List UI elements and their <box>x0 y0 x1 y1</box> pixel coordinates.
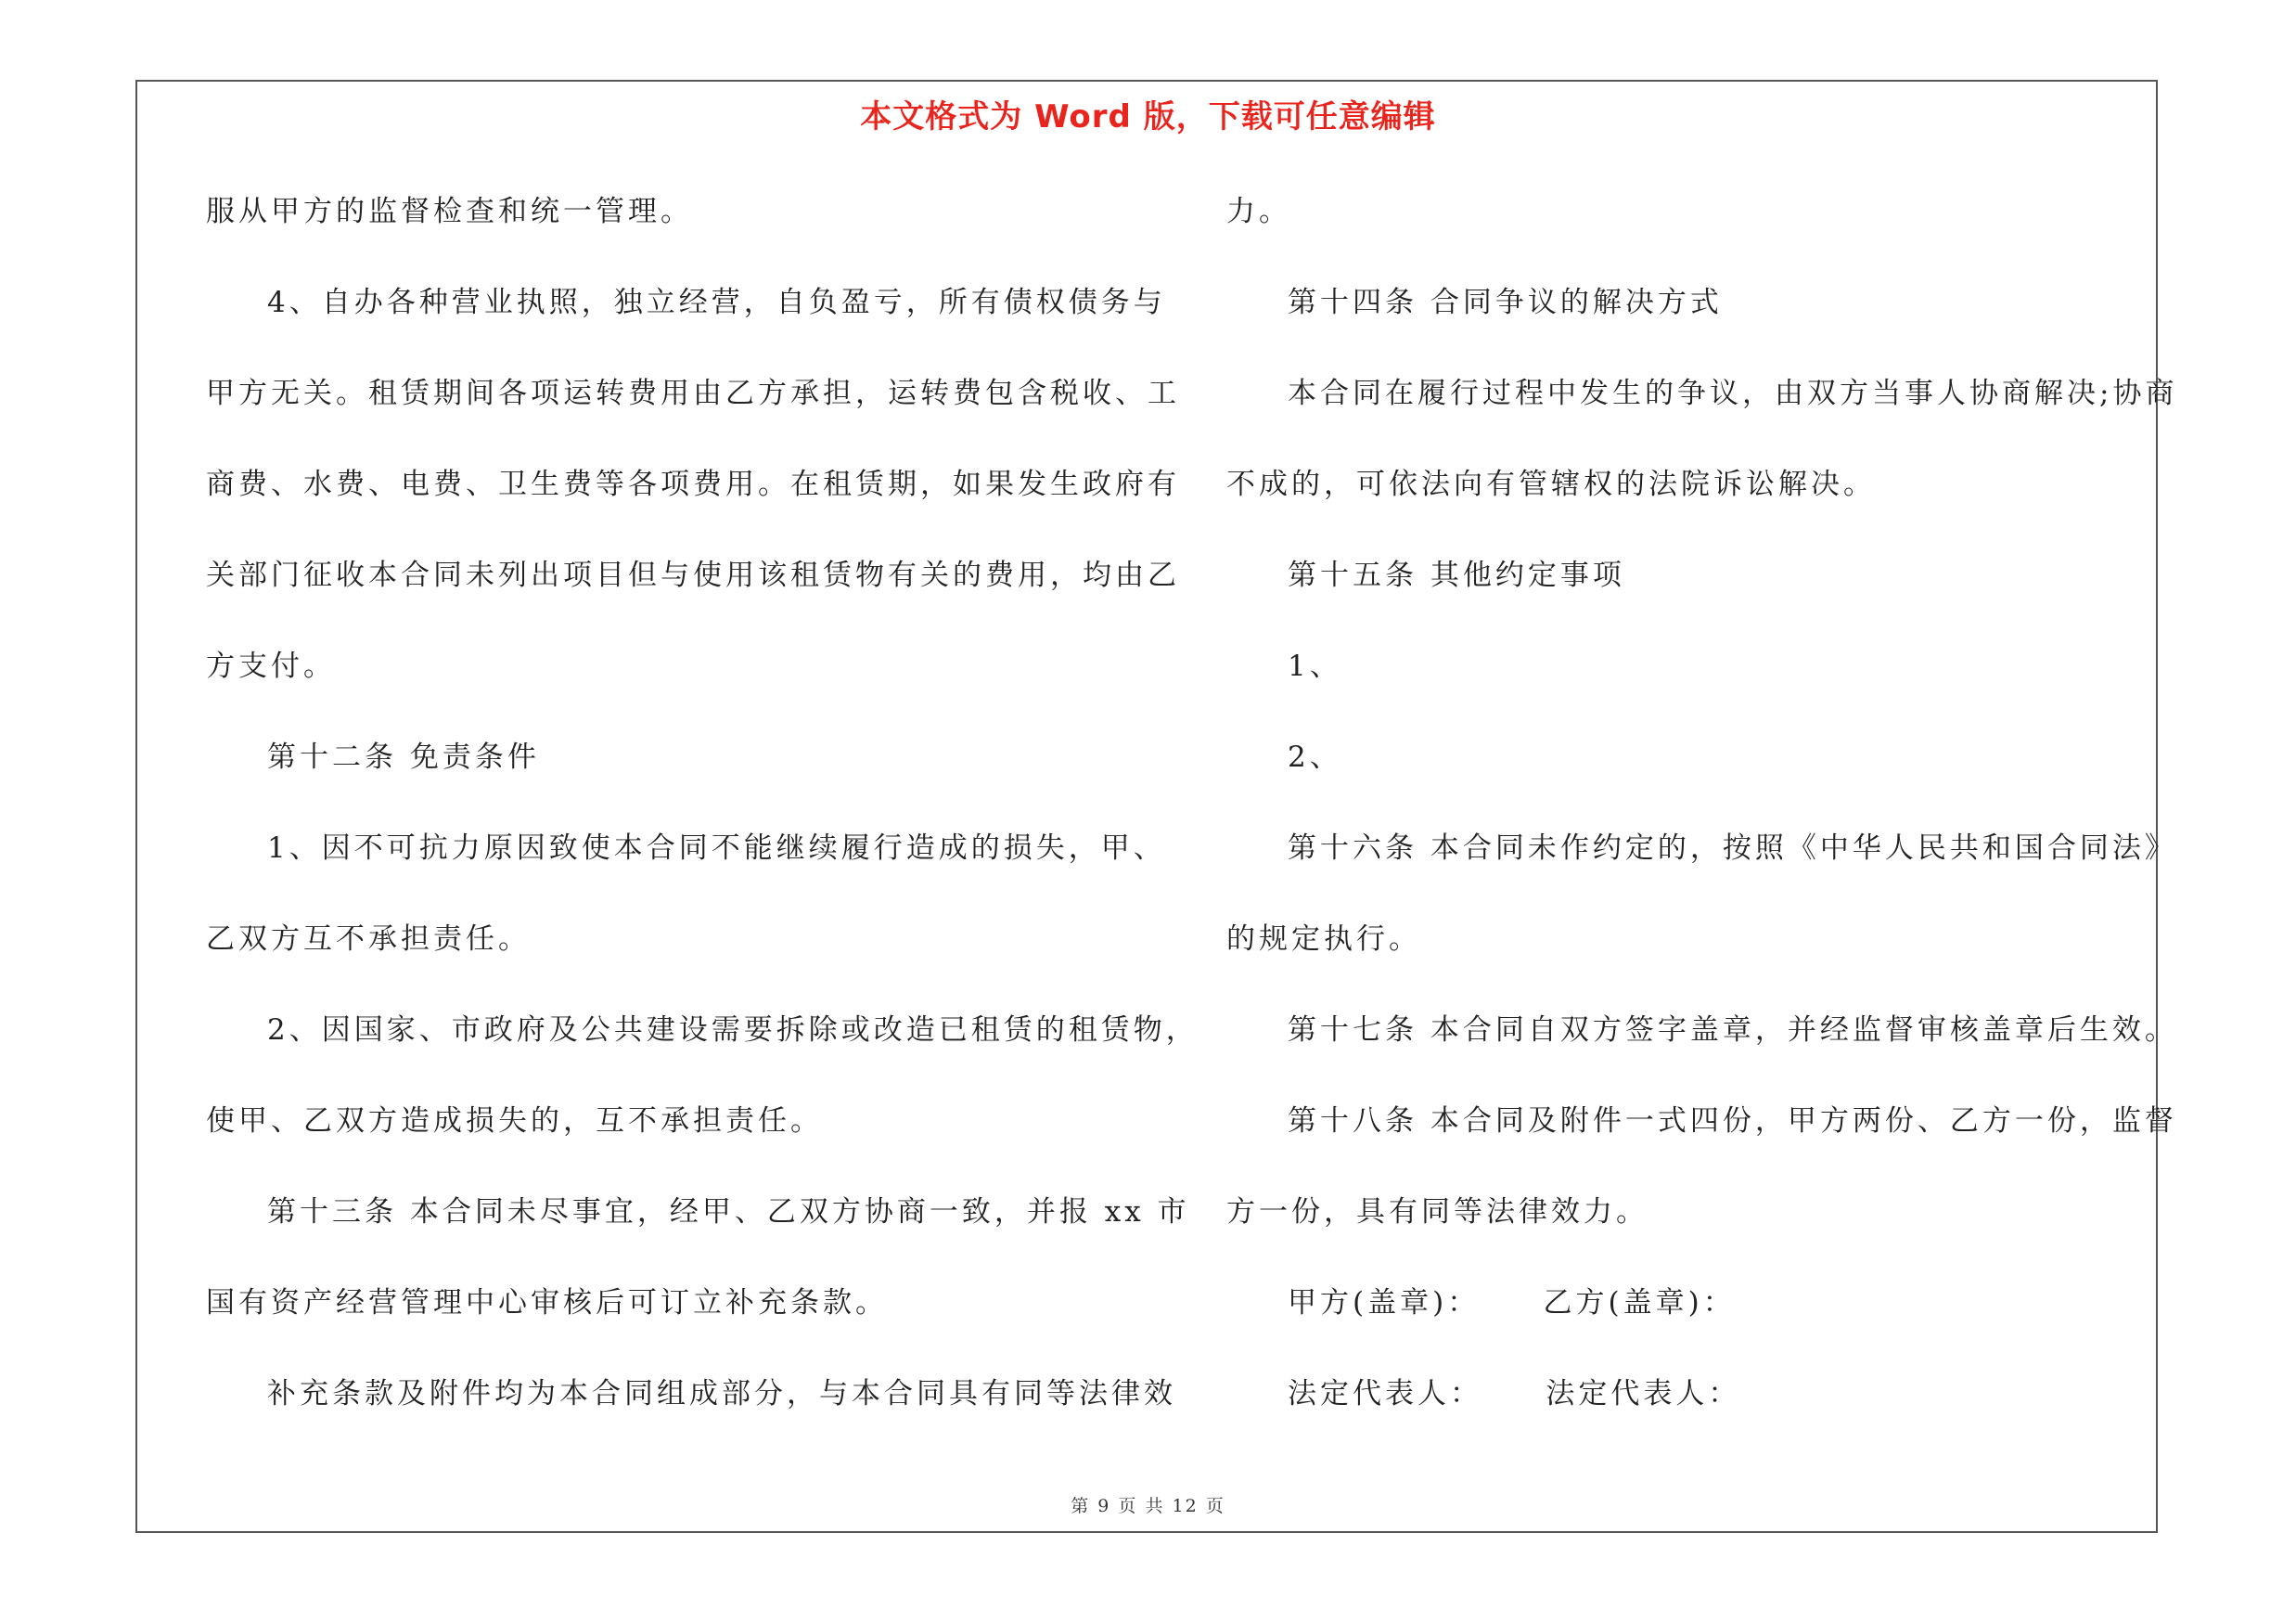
text-line: 不成的，可依法向有管辖权的法院诉讼解决。 <box>1226 468 1876 501</box>
section-heading: 第十八条 本合同及附件一式四份，甲方两份、乙方一份，监督 <box>1288 1104 2177 1138</box>
text-line: 补充条款及附件均为本合同组成部分，与本合同具有同等法律效 <box>267 1377 1176 1410</box>
text-line: 服从甲方的监督检查和统一管理。 <box>206 195 693 228</box>
section-heading: 第十三条 本合同未尽事宜，经甲、乙双方协商一致，并报 xx 市 <box>267 1195 1190 1229</box>
text-line: 使甲、乙双方造成损失的，互不承担责任。 <box>206 1104 823 1138</box>
section-heading: 第十四条 合同争议的解决方式 <box>1288 286 1723 319</box>
format-banner: 本文格式为 Word 版，下载可任意编辑 <box>860 98 1436 135</box>
text-line: 1、 <box>1288 650 1342 683</box>
text-line: 国有资产经营管理中心审核后可订立补充条款。 <box>206 1286 888 1320</box>
text-line: 2、 <box>1288 741 1342 774</box>
text-line: 4、自办各种营业执照，独立经营，自负盈亏，所有债权债务与 <box>267 286 1166 319</box>
text-line: 商费、水费、电费、卫生费等各项费用。在租赁期，如果发生政府有 <box>206 468 1180 501</box>
page-number: 第 9 页 共 12 页 <box>1071 1496 1225 1516</box>
text-line: 乙双方互不承担责任。 <box>206 922 531 956</box>
section-heading: 第十二条 免责条件 <box>267 741 540 774</box>
text-line: 2、因国家、市政府及公共建设需要拆除或改造已租赁的租赁物， <box>267 1013 1199 1047</box>
text-line: 甲方无关。租赁期间各项运转费用由乙方承担，运转费包含税收、工 <box>206 377 1180 410</box>
text-line: 方一份，具有同等法律效力。 <box>1226 1195 1648 1229</box>
section-heading: 第十五条 其他约定事项 <box>1288 559 1625 592</box>
section-heading: 第十六条 本合同未作约定的，按照《中华人民共和国合同法》 <box>1288 831 2177 865</box>
text-line: 的规定执行。 <box>1226 922 1421 956</box>
section-heading: 第十七条 本合同自双方签字盖章，并经监督审核盖章后生效。 <box>1288 1013 2177 1047</box>
text-line: 方支付。 <box>206 650 336 683</box>
signature-line: 甲方(盖章)： 乙方(盖章)： <box>1288 1286 1736 1320</box>
text-line: 本合同在履行过程中发生的争议，由双方当事人协商解决;协商 <box>1288 377 2178 410</box>
text-line: 1、因不可抗力原因致使本合同不能继续履行造成的损失，甲、 <box>267 831 1166 865</box>
text-line: 关部门征收本合同未列出项目但与使用该租赁物有关的费用，均由乙 <box>206 559 1180 592</box>
signature-line: 法定代表人： 法定代表人： <box>1288 1377 1741 1410</box>
text-line: 力。 <box>1226 195 1291 228</box>
